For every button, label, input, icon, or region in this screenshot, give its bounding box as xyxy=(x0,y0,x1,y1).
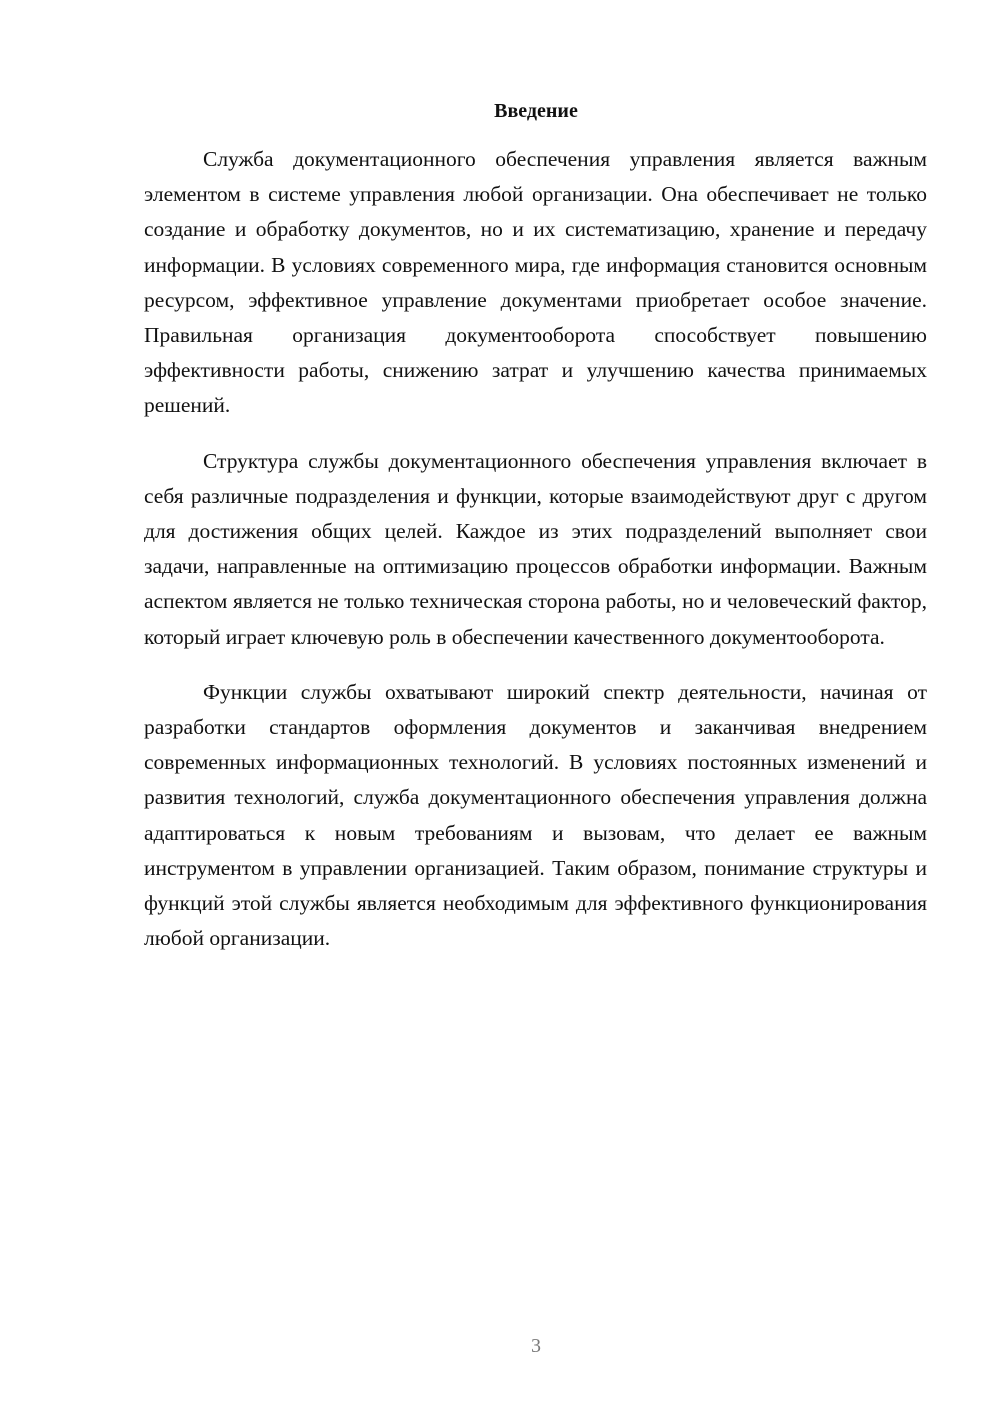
paragraph-3: Функции службы охватывают широкий спектр деятельности, начиная от разработки стандартов оформления документов и заканчивая внедрением современных информационных технологий. В условиях постоянных изменений и развития технологий, служба документационного обеспечения управления должна адаптироваться к новым требованиям и вызовам, что делает ее важным инструментом в управлении организацией. Таким образом, понимание структуры и функций этой службы является необходимым для эффективного функционирования любой организации. xyxy=(144,679,927,951)
page-number: 3 xyxy=(531,1335,541,1357)
paragraph-1: Служба документационного обеспечения управления является важным элементом в системе управления любой организации. Она обеспечивает не только создание и обработку документов, но и их систематизацию, хранение и передачу информации. В условиях современного мира, где информация становится основным ресурсом, эффективное управление документами приобретает особое значение. Правильная организация документооборота способствует повышению эффективности работы, снижению затрат и улучшению качества принимаемых решений. xyxy=(144,147,927,418)
paragraph-2: Структура службы документационного обеспечения управления включает в себя различные подразделения и функции, которые взаимодействуют друг с другом для достижения общих целей. Каждое из этих подразделений выполняет свои задачи, направленные на оптимизацию процессов обработки информации. Важным аспектом является не только техническая сторона работы, но и человеческий фактор, который играет ключевую роль в обеспечении качественного документооборота. xyxy=(144,448,927,649)
section-title: Введение xyxy=(494,100,578,122)
body-text xyxy=(144,142,927,976)
